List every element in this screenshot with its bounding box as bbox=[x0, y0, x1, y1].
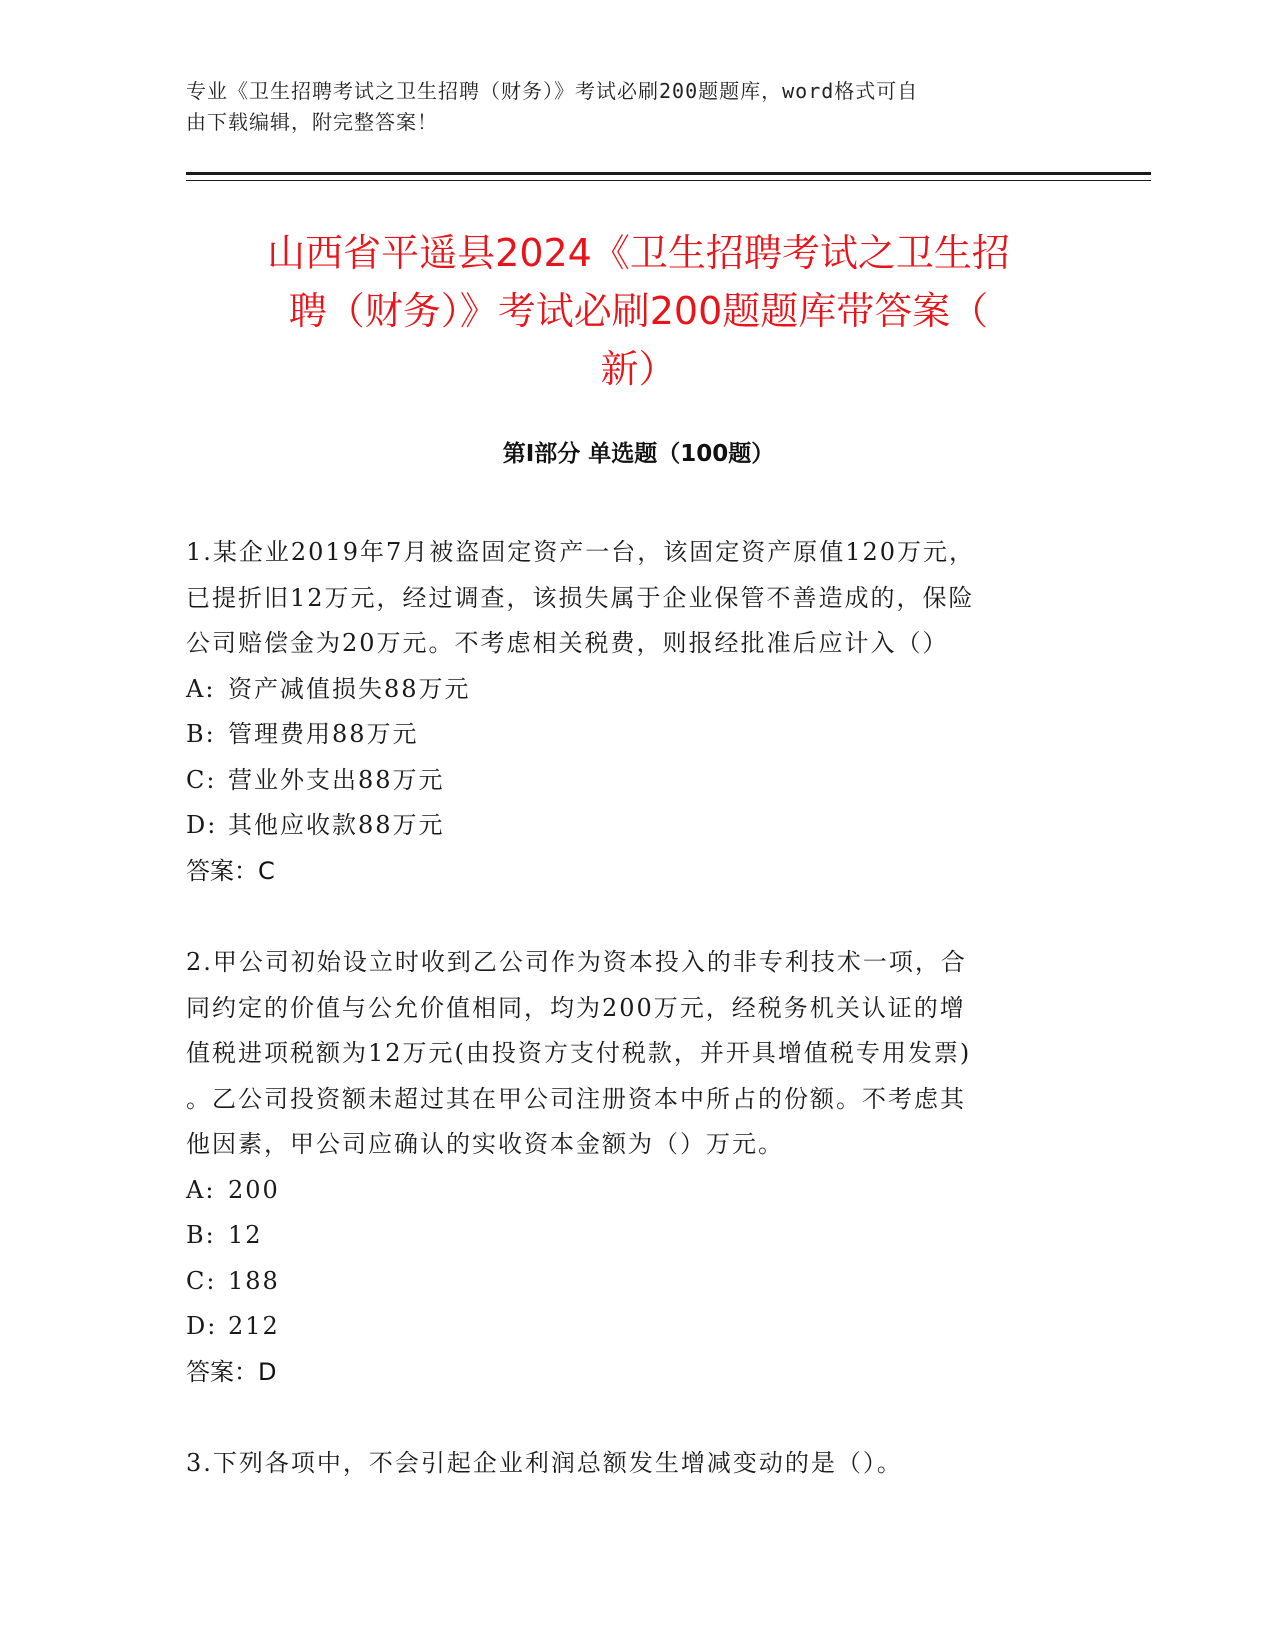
stem-line: 他因素，甲公司应确认的实收资本金额为（）万元。 bbox=[186, 1130, 784, 1158]
stem-line: 已提折旧12万元，经过调查，该损失属于企业保管不善造成的，保险 bbox=[186, 583, 975, 612]
stem-line: 2.甲公司初始设立时收到乙公司作为资本投入的非专利技术一项，合 bbox=[186, 948, 967, 976]
option-c bbox=[186, 1259, 1066, 1305]
option-b bbox=[186, 1213, 1066, 1259]
option-key: A: bbox=[186, 1175, 216, 1204]
option-d bbox=[186, 1304, 1066, 1350]
option-key: C: bbox=[186, 1266, 217, 1295]
question-stem bbox=[186, 1441, 1066, 1487]
option-text: 200 bbox=[228, 1175, 280, 1204]
option-text: 212 bbox=[228, 1312, 280, 1340]
option-text: 资产减值损失88万元 bbox=[228, 674, 471, 703]
header-note-line: 专业《卫生招聘考试之卫生招聘（财务）》考试必刷200题题库，word格式可自 bbox=[186, 79, 919, 103]
stem-line: 。乙公司投资额未超过其在甲公司注册资本中所占的份额。不考虑其 bbox=[186, 1084, 966, 1113]
title-line: 新） bbox=[600, 347, 677, 391]
question-1 bbox=[186, 530, 1066, 894]
option-d bbox=[186, 803, 1066, 849]
option-key: B: bbox=[186, 1221, 216, 1249]
option-text: 12 bbox=[228, 1221, 263, 1249]
section-heading: 第Ⅰ部分 单选题（100题） bbox=[502, 441, 775, 467]
question-2 bbox=[186, 940, 1066, 1395]
option-c bbox=[186, 758, 1066, 804]
question-3 bbox=[186, 1441, 1066, 1487]
stem-line: 公司赔偿金为20万元。不考虑相关税费，则报经批准后应计入（） bbox=[186, 629, 949, 657]
option-key: A: bbox=[186, 674, 216, 703]
header-rule-thick bbox=[186, 172, 1151, 175]
option-key: C: bbox=[186, 765, 217, 794]
option-key: D: bbox=[186, 811, 218, 839]
stem-line: 同约定的价值与公允价值相同，均为200万元，经税务机关认证的增 bbox=[186, 993, 966, 1022]
header-rule-thin bbox=[186, 180, 1151, 181]
option-a bbox=[186, 667, 1066, 713]
answer: 答案：D bbox=[186, 1357, 277, 1386]
answer: 答案：C bbox=[186, 856, 275, 885]
option-text: 营业外支出88万元 bbox=[228, 765, 445, 794]
option-text: 其他应收款88万元 bbox=[228, 811, 445, 839]
option-key: B: bbox=[186, 720, 216, 748]
stem-line: 1.某企业2019年7月被盗固定资产一台，该固定资产原值120万元， bbox=[186, 538, 976, 566]
option-b bbox=[186, 712, 1066, 758]
stem-line: 3.下列各项中，不会引起企业利润总额发生增减变动的是（）。 bbox=[186, 1449, 903, 1477]
header-note-line: 由下载编辑，附完整答案！ bbox=[186, 110, 438, 134]
title-line: 聘（财务）》考试必刷200题题库带答案（ bbox=[288, 289, 989, 333]
stem-line: 值税进项税额为12万元(由投资方支付税款，并开具增值税专用发票) bbox=[186, 1039, 972, 1067]
option-a bbox=[186, 1168, 1066, 1214]
document-title bbox=[186, 224, 1091, 398]
question-list bbox=[186, 530, 1066, 1533]
question-stem bbox=[186, 530, 1066, 667]
option-key: D: bbox=[186, 1312, 218, 1340]
header-note bbox=[186, 76, 1066, 138]
option-text: 管理费用88万元 bbox=[228, 720, 419, 748]
question-stem bbox=[186, 940, 1066, 1168]
option-text: 188 bbox=[228, 1266, 280, 1295]
title-line: 山西省平遥县2024《卫生招聘考试之卫生招 bbox=[267, 231, 1010, 275]
